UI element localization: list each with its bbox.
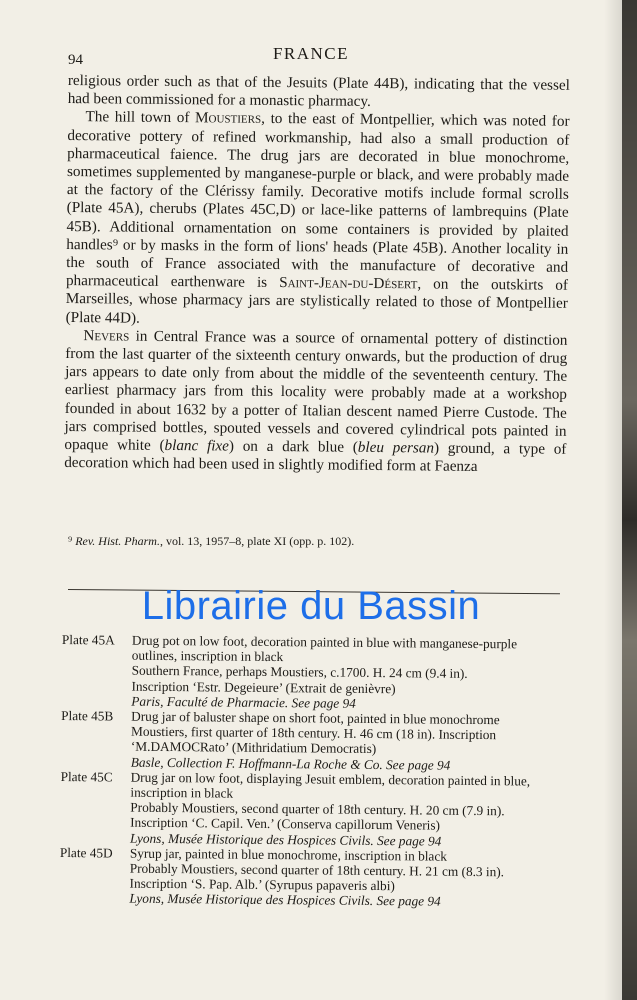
plate-location: Basle, Collection F. Hoffmann-La Roche & Co. See page 94 (130, 754, 451, 773)
footnote-marker: ⁹ (68, 534, 73, 548)
plate-origin: Southern France, perhaps Moustiers, c.1700. H. 24 cm (9.4 in). (131, 663, 468, 682)
footnote-title: Rev. Hist. Pharm. (75, 534, 160, 548)
body-text (64, 72, 570, 477)
plate-location: Paris, Faculté de Pharmacie. See page 94 (131, 693, 356, 711)
caption-plate-45a (61, 632, 562, 713)
plate-text (131, 633, 562, 713)
caption-plate-45d (59, 845, 560, 911)
page-number: 94 (68, 52, 83, 68)
plate-description: Drug jar of baluster shape on short foot, painted in blue monochrome (131, 708, 500, 728)
plate-location: Lyons, Musée Historique des Hospices Civils. See page 94 (129, 830, 442, 849)
paragraph-2 (66, 108, 570, 331)
watermark: Librairie du Bassin (141, 584, 481, 628)
town-saint-jean-du-desert: Saint-Jean-du-Désert (279, 274, 418, 293)
running-head: FRANCE (272, 44, 350, 63)
paragraph-2-middle: , to the east of Montpellier, which was noted for decorative pottery of refined workmanship, had also a small production of pharmaceutical faience. The drug jars are decorated in blue monochrome, sometimes supplemented by manganese-purple or black, and were probably made at the factory of the Clérissy family. Decorative motifs include formal scrolls (Plate 45A), cherubs (Plates 45C,D) or lace-like patterns of lambrequins (Plate 45B). Additional ornamentation on some containers is provided by plaited handles⁹ or by masks in the form of lions' heads (Plate 45B). Another locality in the south of France associated with the manufacture of decorative and pharmaceutical earthenware is (65, 110, 570, 292)
footnote-text: , vol. 13, 1957–8, plate XI (opp. p. 102). (159, 534, 355, 548)
paragraph-2-end: , on the outskirts of Marseilles, whose pharmacy jars are stylistically related to those of Montpellier (Plate 44D). (65, 275, 569, 327)
paragraph-1: religious order such as that of the Jesuits (Plate 44B), indicating that the vessel had been commissioned for a monastic pharmacy. (67, 72, 570, 111)
plate-label: Plate 45B (61, 708, 114, 724)
footnote (68, 534, 568, 549)
paragraph-3 (64, 327, 567, 477)
plate-inscription: Inscription ‘S. Pap. Alb.’ (Syrupus papaveris albi) (129, 875, 395, 894)
plate-description: Drug pot on low foot, decoration painted in blue with manganese-purple outlines, inscription in black (131, 632, 518, 665)
paragraph-2-start: The hill town of (85, 108, 190, 127)
plate-origin: Probably Moustiers, second quarter of 18th century. H. 20 cm (7.9 in). (130, 799, 505, 819)
plate-origin: Probably Moustiers, second quarter of 18th century. H. 21 cm (8.3 in). (129, 860, 505, 880)
plate-label: Plate 45D (59, 844, 113, 861)
paragraph-3-b: ) on a dark blue ( (228, 437, 358, 456)
plate-location: Lyons, Musée Historique des Hospices Civils. See page 94 (129, 891, 441, 910)
plate-description: Drug jar on low foot, displaying Jesuit emblem, decoration painted in blue, inscription in black (130, 769, 531, 801)
plate-text (129, 846, 560, 911)
plate-captions (59, 632, 562, 910)
facing-page-edge (622, 0, 637, 1000)
town-nevers: Nevers (83, 327, 130, 345)
town-moustiers: Moustiers (194, 109, 262, 128)
plate-inscription: ‘M.DAMOCRato’ (Mithridatium Democratis) (130, 739, 377, 757)
plate-text (130, 769, 561, 849)
caption-plate-45b (61, 708, 562, 774)
plate-label: Plate 45C (60, 768, 113, 785)
plate-label: Plate 45A (61, 632, 115, 648)
paragraph-3-a: in Central France was a source of ornamental pottery of distinction from the last quarter of the sixteenth century onwards, but the production of drug jars appears to date only from about the middle of the seventeenth century. The earliest pharmacy jars from this locality were probably made at a workshop founded in about 1632 by a potter of Italian descent named Pierre Custode. The jars comprised bottles, spouted vessels and covered cylindrical pots painted in opaque white ( (64, 327, 568, 455)
term-blanc-fixe: blanc fixe (164, 437, 230, 455)
caption-plate-45c (60, 769, 561, 850)
plate-origin: Moustiers, first quarter of 18th century. H. 46 cm (18 in). Inscription (130, 723, 497, 743)
plate-description: Syrup jar, painted in blue monochrome, inscription in black (129, 845, 448, 864)
plate-text (131, 709, 562, 774)
paragraph-3-c: ) ground, a type of decoration which had been used in slightly modified form at Faenza (64, 439, 567, 476)
plate-inscription: Inscription ‘Estr. Degeieure’ (Extrait de genièvre) (131, 678, 396, 696)
plate-inscription: Inscription ‘C. Capil. Ven.’ (Conserva capillorum Veneris) (130, 815, 441, 834)
term-bleu-persan: bleu persan (357, 438, 435, 457)
